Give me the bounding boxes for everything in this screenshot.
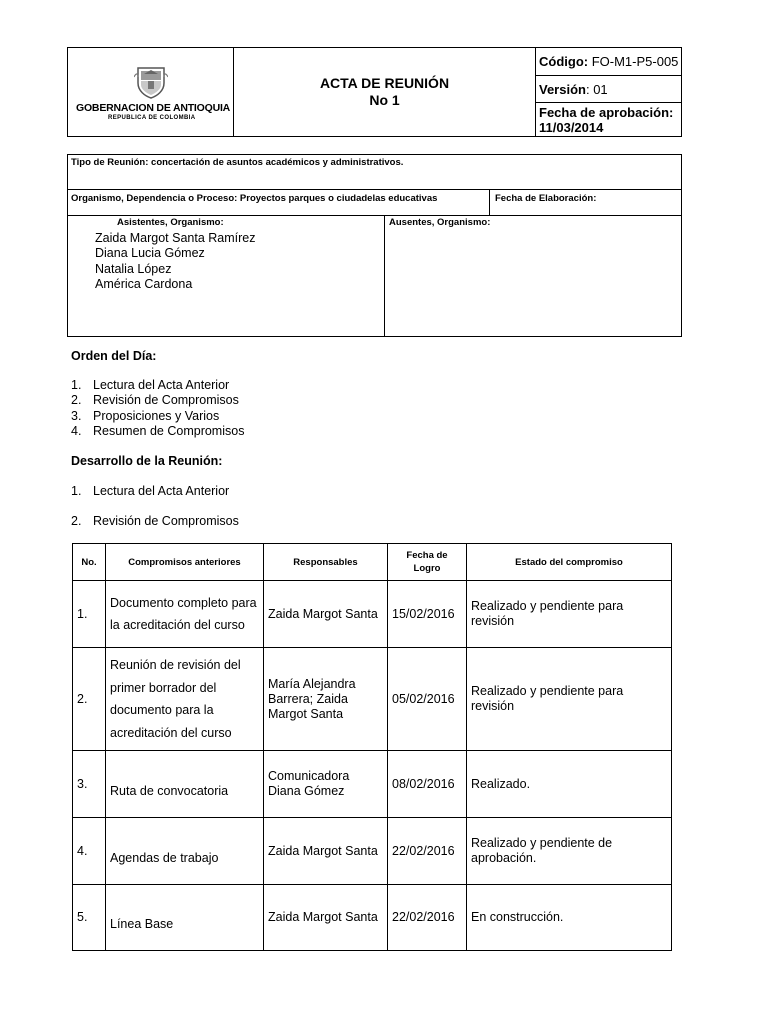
desarrollo-item: 2. Revisión de Compromisos bbox=[71, 514, 239, 528]
cell-compromiso: Reunión de revisión del primer borrador del documento para la acreditación del curso bbox=[106, 648, 264, 751]
meeting-info-table bbox=[67, 154, 682, 337]
cell-estado: Realizado y pendiente para revisión bbox=[467, 581, 672, 648]
codigo-value: FO-M1-P5-005 bbox=[591, 54, 679, 69]
cell-fecha: 05/02/2016 bbox=[388, 648, 467, 751]
agenda-item: 3. Proposiciones y Varios bbox=[71, 408, 220, 423]
cell-no: 3. bbox=[73, 751, 106, 818]
attendee: Diana Lucia Gómez bbox=[95, 246, 205, 261]
cell-responsable: Comunicadora Diana Gómez bbox=[264, 751, 388, 818]
header-no: No. bbox=[73, 544, 106, 581]
document-number: No 1 bbox=[369, 92, 400, 108]
asistentes-label: Asistentes, Organismo: bbox=[117, 217, 224, 228]
attendee: América Cardona bbox=[95, 276, 193, 291]
cell-responsable: Zaida Margot Santa bbox=[264, 581, 388, 648]
commitments-table bbox=[72, 543, 672, 951]
codigo-label: Código: bbox=[539, 54, 589, 69]
fecha-aprobacion-cell bbox=[536, 103, 682, 136]
cell-no: 2. bbox=[73, 648, 106, 751]
cell-fecha: 22/02/2016 bbox=[388, 885, 467, 951]
version-value: : 01 bbox=[585, 81, 608, 97]
fecha-aprobacion-label: Fecha de aprobación: bbox=[539, 105, 674, 120]
cell-responsable: Zaida Margot Santa bbox=[264, 818, 388, 885]
table-header-row bbox=[73, 544, 672, 581]
organismo: Organismo, Dependencia o Proceso: Proyectos parques o ciudadelas educativas bbox=[71, 193, 438, 204]
agenda-item: 4. Resumen de Compromisos bbox=[71, 423, 245, 438]
cell-no: 4. bbox=[73, 818, 106, 885]
header-estado: Estado del compromiso bbox=[467, 544, 672, 581]
logo-name: GOBERNACION DE ANTIOQUIA bbox=[76, 102, 231, 114]
cell-responsable: Zaida Margot Santa bbox=[264, 885, 388, 951]
agenda-list bbox=[71, 378, 244, 439]
version-cell bbox=[536, 76, 682, 103]
tipo-reunion: Tipo de Reunión: concertación de asuntos académicos y administrativos. bbox=[71, 157, 404, 168]
orden-title: Orden del Día: bbox=[71, 349, 157, 363]
table-row bbox=[73, 885, 672, 951]
cell-estado: Realizado y pendiente de aprobación. bbox=[467, 818, 672, 885]
codigo-cell bbox=[536, 48, 682, 76]
document-header bbox=[67, 47, 682, 137]
cell-no: 5. bbox=[73, 885, 106, 951]
cell-estado: En construcción. bbox=[467, 885, 672, 951]
agenda-item: 1. Lectura del Acta Anterior bbox=[71, 378, 230, 392]
table-row bbox=[73, 818, 672, 885]
cell-estado: Realizado. bbox=[467, 751, 672, 818]
ausentes-label: Ausentes, Organismo: bbox=[389, 217, 491, 228]
version-label: Versión bbox=[539, 81, 586, 97]
header-fecha: Fecha de Logro bbox=[388, 544, 467, 581]
cell-compromiso: Documento completo para la acreditación del curso bbox=[106, 581, 264, 648]
fecha-elaboracion: Fecha de Elaboración: bbox=[495, 193, 597, 204]
cell-compromiso: Agendas de trabajo bbox=[106, 818, 264, 885]
header-compromisos: Compromisos anteriores bbox=[106, 544, 264, 581]
attendee: Natalia López bbox=[95, 261, 172, 276]
title-cell bbox=[234, 48, 536, 136]
fecha-aprobacion-value: 11/03/2014 bbox=[539, 120, 604, 135]
table-row bbox=[73, 751, 672, 818]
cell-estado: Realizado y pendiente para revisión bbox=[467, 648, 672, 751]
cell-compromiso: Ruta de convocatoria bbox=[106, 751, 264, 818]
cell-responsable: María Alejandra Barrera; Zaida Margot Santa bbox=[264, 648, 388, 751]
cell-fecha: 15/02/2016 bbox=[388, 581, 467, 648]
cell-fecha: 08/02/2016 bbox=[388, 751, 467, 818]
logo-subtitle: REPUBLICA DE COLOMBIA bbox=[108, 115, 196, 121]
cell-fecha: 22/02/2016 bbox=[388, 818, 467, 885]
table-row bbox=[73, 648, 672, 751]
cell-no: 1. bbox=[73, 581, 106, 648]
cell-compromiso: Línea Base bbox=[106, 885, 264, 951]
desarrollo-title: Desarrollo de la Reunión: bbox=[71, 454, 223, 468]
agenda-item: 2. Revisión de Compromisos bbox=[71, 393, 239, 408]
attendees-list bbox=[95, 231, 256, 292]
attendee: Zaida Margot Santa Ramírez bbox=[95, 231, 256, 245]
document-title: ACTA DE REUNIÓN bbox=[319, 75, 450, 91]
coat-of-arms-icon bbox=[134, 65, 168, 99]
table-row bbox=[73, 581, 672, 648]
logo-cell bbox=[68, 48, 234, 136]
desarrollo-item: 1. Lectura del Acta Anterior bbox=[71, 484, 230, 498]
header-responsables: Responsables bbox=[264, 544, 388, 581]
